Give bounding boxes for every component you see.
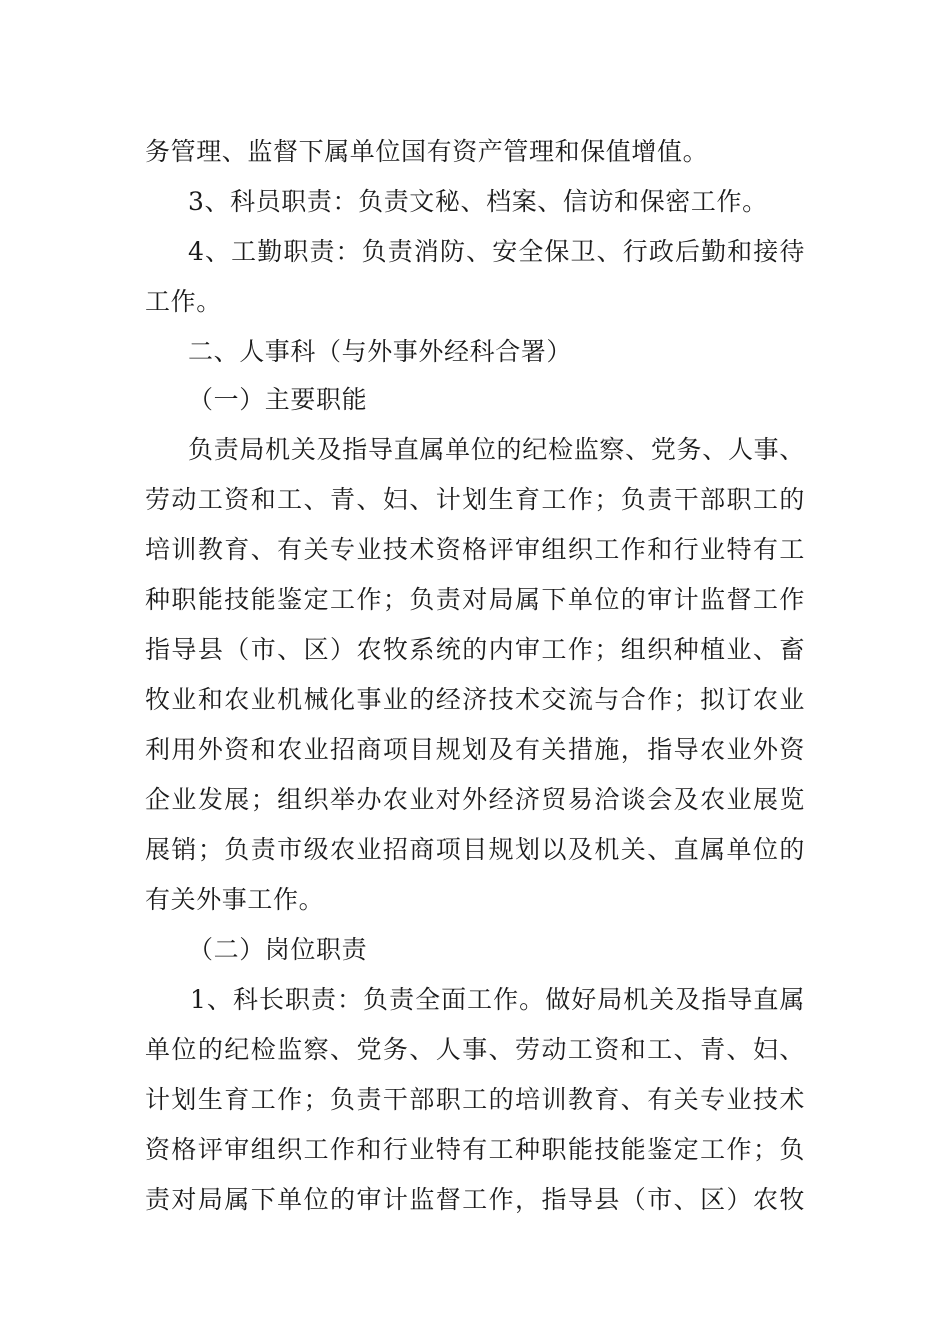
- text-line: 劳动工资和工、青、妇、计划生育工作；负责干部职工的: [145, 485, 805, 514]
- text-line: 1、科长职责：负责全面工作。做好局机关及指导直属: [190, 985, 805, 1014]
- text-line: 4、工勤职责：负责消防、安全保卫、行政后勤和接待: [188, 237, 805, 266]
- subsection-heading: （二）岗位职责: [188, 935, 368, 964]
- text-line: 利用外资和农业招商项目规划及有关措施，指导农业外资: [145, 735, 805, 764]
- text-line: 企业发展；组织举办农业对外经济贸易洽谈会及农业展览: [145, 785, 805, 814]
- text-line: 指导县（市、区）农牧系统的内审工作；组织种植业、畜: [145, 635, 805, 664]
- text-line: 负责局机关及指导直属单位的纪检监察、党务、人事、: [188, 435, 805, 464]
- text-line: 工作。: [145, 287, 222, 316]
- text-line: 种职能技能鉴定工作；负责对局属下单位的审计监督工作: [145, 585, 805, 614]
- text-line: 培训教育、有关专业技术资格评审组织工作和行业特有工: [145, 535, 805, 564]
- text-line: 责对局属下单位的审计监督工作，指导县（市、区）农牧: [145, 1185, 805, 1214]
- text-line: 有关外事工作。: [145, 885, 325, 914]
- text-line: 单位的纪检监察、党务、人事、劳动工资和工、青、妇、: [145, 1035, 805, 1064]
- text-line: 展销；负责市级农业招商项目规划以及机关、直属单位的: [145, 835, 805, 864]
- text-line: 资格评审组织工作和行业特有工种职能技能鉴定工作；负: [145, 1135, 805, 1164]
- section-heading: 二、人事科（与外事外经科合署）: [188, 337, 573, 366]
- text-line: 牧业和农业机械化事业的经济技术交流与合作；拟订农业: [145, 685, 805, 714]
- subsection-heading: （一）主要职能: [188, 385, 368, 414]
- text-line: 3、科员职责：负责文秘、档案、信访和保密工作。: [188, 187, 768, 216]
- text-line: 务管理、监督下属单位国有资产管理和保值增值。: [145, 137, 709, 166]
- text-line: 计划生育工作；负责干部职工的培训教育、有关专业技术: [145, 1085, 805, 1114]
